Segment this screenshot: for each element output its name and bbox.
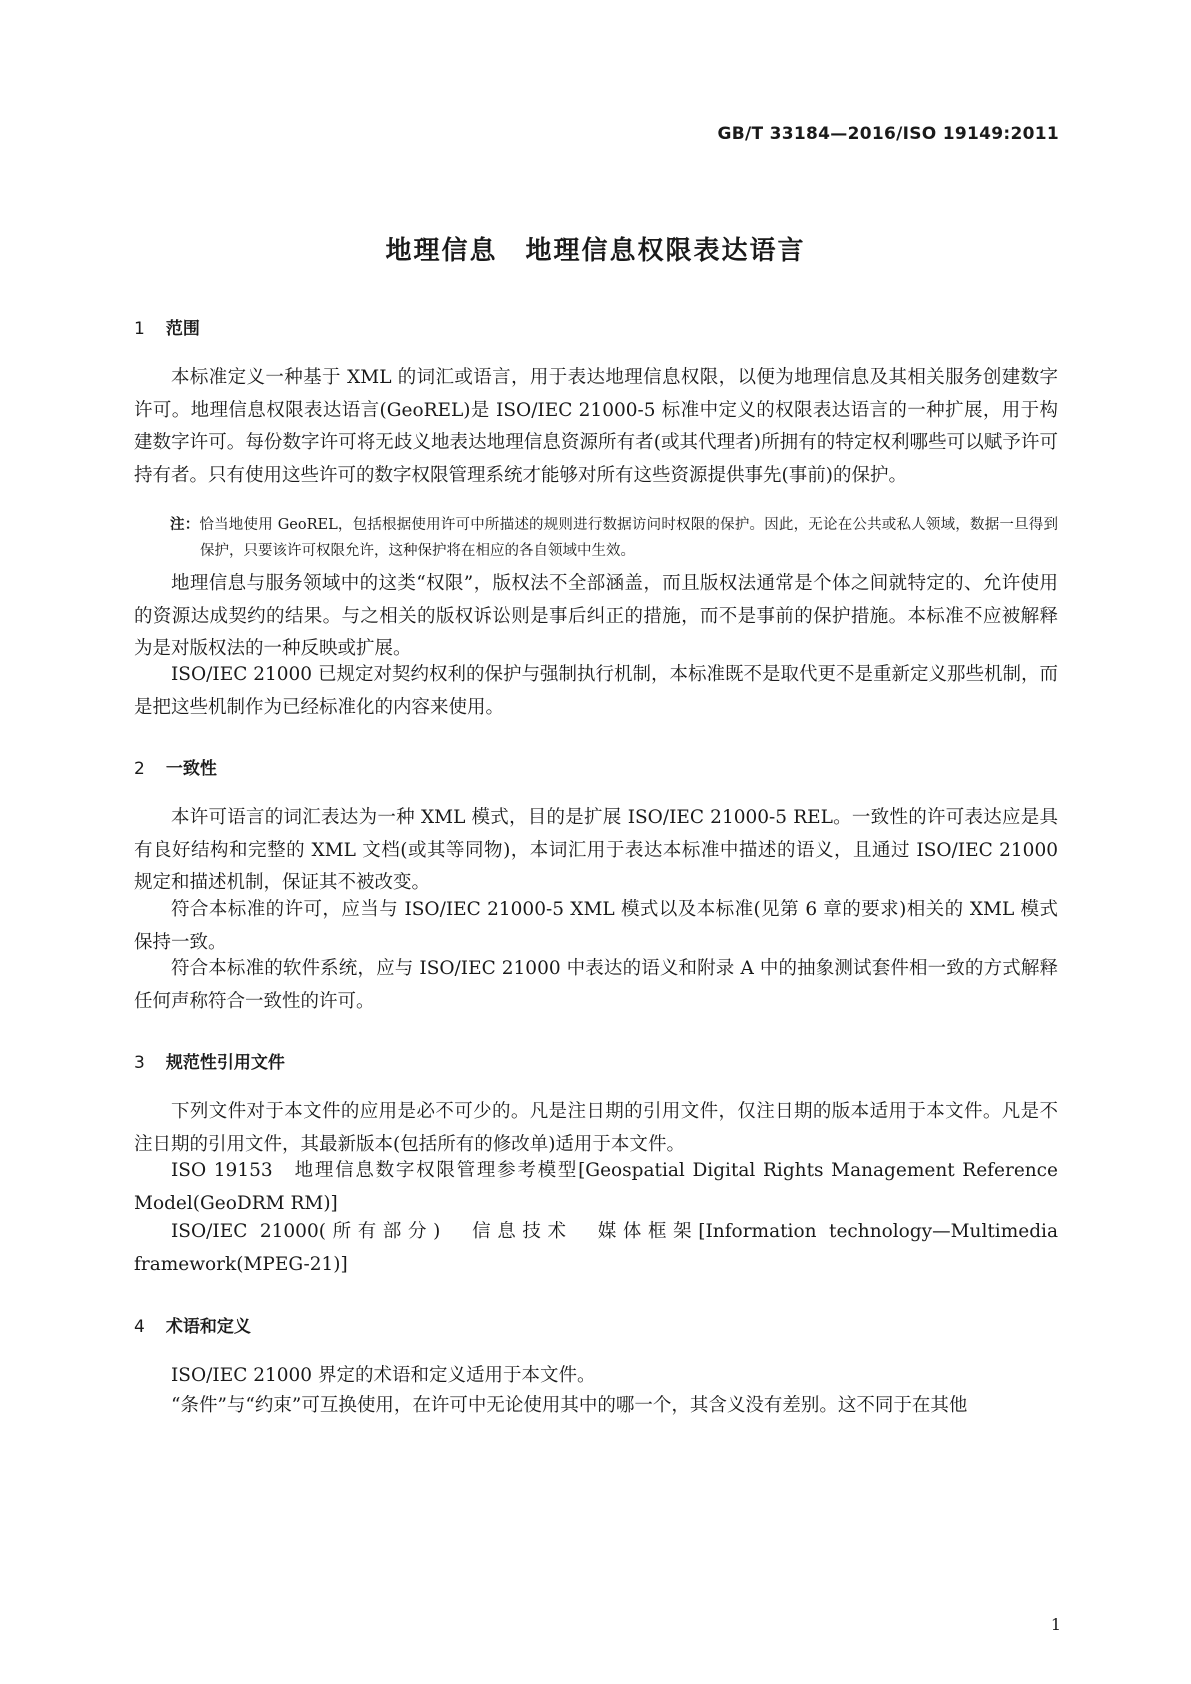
section-3-heading (134, 1048, 285, 1073)
section-title: 范围 (165, 319, 200, 339)
standard-code: GB/T 33184—2016/ISO 19149:2011 (717, 124, 1059, 144)
page-number: 1 (1050, 1615, 1061, 1634)
paragraph: 符合本标准的软件系统，应与 ISO/IEC 21000 中表达的语义和附录 A 中的抽象测试套件相一致的方式解释任何声称符合一致性的许可。 (134, 958, 1058, 1012)
section-number: 2 (134, 759, 145, 779)
paragraph: “条件”与“约束”可互换使用，在许可中无论使用其中的哪一个，其含义没有差别。这不同于在其他 (171, 1395, 968, 1416)
section-2-heading (134, 754, 217, 779)
paragraph: 下列文件对于本文件的应用是必不可少的。凡是注日期的引用文件，仅注日期的版本适用于本文件。凡是不注日期的引用文件，其最新版本(包括所有的修改单)适用于本文件。 (134, 1101, 1058, 1155)
paragraph: 本许可语言的词汇表达为一种 XML 模式，目的是扩展 ISO/IEC 21000-5 REL。一致性的许可表达应是具有良好结构和完整的 XML 文档(或其等同物)，本词汇用于表达本标准中描述的语义，且通过 ISO/IEC 21000 规定和描述机制，保证其不被改变。 (134, 807, 1058, 893)
note-text: 恰当地使用 GeoREL，包括根据使用许可中所描述的规则进行数据访问时权限的保护。因此，无论在公共或私人领域，数据一旦得到保护，只要该许可权限允许，这种保护将在相应的各自领域中生效。 (199, 517, 1058, 559)
section-4-heading (134, 1312, 251, 1337)
section-number: 4 (134, 1317, 145, 1337)
note (134, 512, 1058, 564)
paragraph: ISO/IEC 21000 界定的术语和定义适用于本文件。 (171, 1365, 596, 1386)
paragraph: 符合本标准的许可，应当与 ISO/IEC 21000-5 XML 模式以及本标准(见第 6 章的要求)相关的 XML 模式保持一致。 (134, 899, 1058, 953)
paragraph: 本标准定义一种基于 XML 的词汇或语言，用于表达地理信息权限，以便为地理信息及其相关服务创建数字许可。地理信息权限表达语言(GeoREL)是 ISO/IEC 21000-5 标准中定义的权限表达语言的一种扩展，用于构建数字许可。每份数字许可将无歧义地表达地理信息资源所有者(或其代理者)所拥有的特定权利哪些可以赋予许可持有者。只有使用这些许可的数字权限管理系统才能够对所有这些资源提供事先(事前)的保护。 (134, 367, 1058, 486)
note-label: 注： (170, 517, 200, 533)
document-title: 地理信息 地理信息权限表达语言 (385, 236, 806, 266)
section-number: 1 (134, 319, 145, 339)
section-number: 3 (134, 1053, 145, 1073)
section-title: 一致性 (165, 759, 217, 779)
section-title: 术语和定义 (165, 1317, 251, 1337)
section-1-heading (134, 314, 200, 339)
reference-entry: ISO 19153 地理信息数字权限管理参考模型[Geospatial Digital Rights Management Reference Model(GeoDRM RM)] (134, 1160, 1058, 1214)
reference-entry: ISO/IEC 21000(所有部分) 信息技术 媒体框架[Information technology—Multimedia framework(MPEG-21)] (134, 1221, 1058, 1275)
paragraph: 地理信息与服务领域中的这类“权限”，版权法不全部涵盖，而且版权法通常是个体之间就特定的、允许使用的资源达成契约的结果。与之相关的版权诉讼则是事后纠正的措施，而不是事前的保护措施。本标准不应被解释为是对版权法的一种反映或扩展。 (134, 573, 1058, 659)
paragraph: ISO/IEC 21000 已规定对契约权利的保护与强制执行机制，本标准既不是取代更不是重新定义那些机制，而是把这些机制作为已经标准化的内容来使用。 (134, 664, 1058, 718)
section-title: 规范性引用文件 (165, 1053, 285, 1073)
